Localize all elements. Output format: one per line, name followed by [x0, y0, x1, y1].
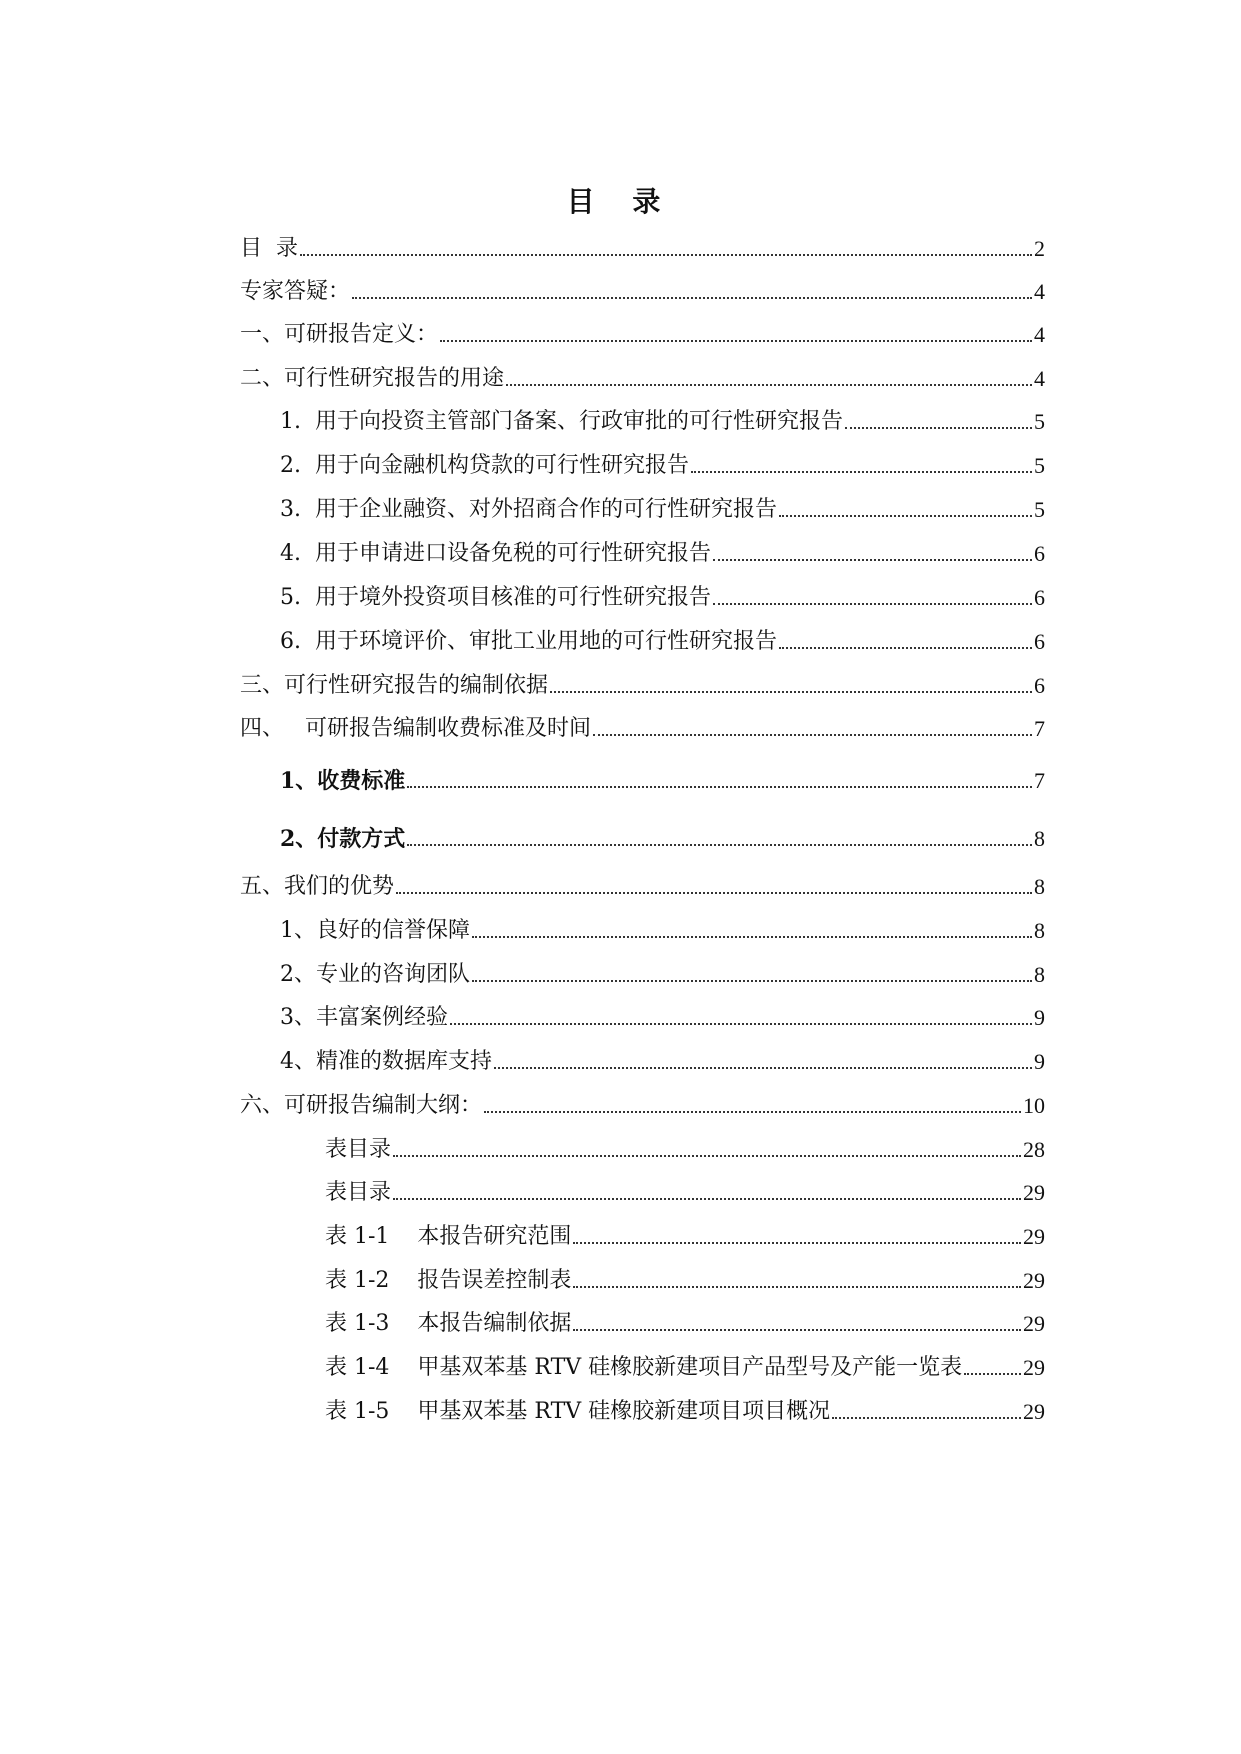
toc-leader-dots	[691, 471, 1032, 473]
toc-leader-dots	[845, 427, 1032, 429]
toc-entry-label: 5. 用于境外投资项目核准的可行性研究报告	[280, 585, 711, 610]
page-title: 目 录	[566, 185, 675, 218]
toc-entry-label: 表 1-1 本报告研究范围	[325, 1224, 572, 1249]
toc-entry[interactable]	[240, 621, 1045, 655]
toc-entry[interactable]	[240, 1391, 1045, 1425]
toc-entry-label: 3. 用于企业融资、对外招商合作的可行性研究报告	[280, 497, 777, 522]
toc-entry-page: 5	[1034, 453, 1045, 478]
toc-leader-dots	[713, 603, 1032, 605]
toc-entry-page: 29	[1023, 1311, 1045, 1336]
toc-entry-page: 29	[1023, 1224, 1045, 1249]
toc-entry-page: 8	[1034, 962, 1045, 987]
toc-entry-label: 五、我们的优势	[240, 874, 395, 899]
toc-entry-page: 5	[1034, 497, 1045, 522]
toc-leader-dots	[300, 254, 1032, 256]
toc-entry-label: 表 1-4 甲基双苯基 RTV 硅橡胶新建项目产品型号及产能一览表	[325, 1355, 963, 1380]
toc-entry-label: 二、可行性研究报告的用途	[240, 366, 505, 391]
toc-entry[interactable]	[240, 533, 1045, 567]
toc-entry-page: 28	[1023, 1137, 1045, 1162]
toc-entry-label: 2、付款方式	[280, 826, 406, 852]
toc-entry-label: 1、良好的信誉保障	[280, 918, 470, 943]
toc-leader-dots	[713, 559, 1032, 561]
toc-entry[interactable]	[240, 760, 1045, 794]
toc-entry-label: 六、可研报告编制大纲：	[240, 1093, 483, 1118]
toc-entry[interactable]	[240, 314, 1045, 348]
toc-entry-page: 9	[1034, 1005, 1045, 1030]
toc-entry[interactable]	[240, 866, 1045, 900]
toc-leader-dots	[550, 691, 1032, 693]
toc-entry-label: 表 1-3 本报告编制依据	[325, 1311, 572, 1336]
toc-entry[interactable]	[240, 1260, 1045, 1294]
toc-leader-dots	[573, 1286, 1021, 1288]
toc-entry[interactable]	[240, 1129, 1045, 1163]
toc-entry-label: 1. 用于向投资主管部门备案、行政审批的可行性研究报告	[280, 409, 843, 434]
toc-entry[interactable]	[240, 1216, 1045, 1250]
toc-entry[interactable]	[240, 1303, 1045, 1337]
toc-entry-page: 4	[1034, 322, 1045, 347]
toc-entry[interactable]	[240, 577, 1045, 611]
toc-entry-label: 2. 用于向金融机构贷款的可行性研究报告	[280, 453, 689, 478]
toc-entry-page: 8	[1034, 826, 1045, 851]
toc-entry[interactable]	[240, 954, 1045, 988]
toc-leader-dots	[352, 297, 1032, 299]
toc-entry[interactable]	[240, 665, 1045, 699]
toc-entry[interactable]	[240, 271, 1045, 305]
toc-entry-page: 4	[1034, 366, 1045, 391]
toc-entry-label: 1、收费标准	[280, 768, 406, 794]
toc-leader-dots	[506, 384, 1032, 386]
toc-leader-dots	[450, 1023, 1032, 1025]
toc-entry-page: 10	[1023, 1093, 1045, 1118]
toc-entry-page: 6	[1034, 585, 1045, 610]
toc-entry-label: 表 1-2 报告误差控制表	[325, 1268, 572, 1293]
toc-leader-dots	[832, 1417, 1021, 1419]
toc-entry[interactable]	[240, 401, 1045, 435]
toc-entry-page: 29	[1023, 1180, 1045, 1205]
toc-entry[interactable]	[240, 1347, 1045, 1381]
toc-entry-page: 6	[1034, 673, 1045, 698]
toc-entry-label: 6. 用于环境评价、审批工业用地的可行性研究报告	[280, 629, 777, 654]
toc-leader-dots	[573, 1242, 1021, 1244]
toc-entry-label: 四、 可研报告编制收费标准及时间	[240, 716, 591, 741]
toc-entry-page: 6	[1034, 629, 1045, 654]
toc-entry[interactable]	[240, 445, 1045, 479]
toc-entry-label: 2、专业的咨询团队	[280, 962, 470, 987]
toc-entry-label: 3、丰富案例经验	[280, 1005, 448, 1030]
toc-leader-dots	[393, 1198, 1021, 1200]
toc-leader-dots	[440, 340, 1032, 342]
toc-entry-page: 29	[1023, 1268, 1045, 1293]
toc-leader-dots	[393, 1155, 1021, 1157]
toc-entry-page: 4	[1034, 279, 1045, 304]
toc-entry[interactable]	[240, 228, 1045, 262]
toc-entry-page: 8	[1034, 874, 1045, 899]
toc-entry-label: 三、可行性研究报告的编制依据	[240, 673, 549, 698]
toc-entry-page: 8	[1034, 918, 1045, 943]
toc-entry-label: 表目录	[325, 1137, 392, 1162]
toc-entry[interactable]	[240, 708, 1045, 742]
toc-entry-page: 5	[1034, 409, 1045, 434]
toc-leader-dots	[494, 1067, 1032, 1069]
toc-entry-page: 29	[1023, 1399, 1045, 1424]
toc-entry-page: 9	[1034, 1049, 1045, 1074]
toc-entry-label: 4、精准的数据库支持	[280, 1049, 492, 1074]
toc-leader-dots	[593, 734, 1032, 736]
toc-entry[interactable]	[240, 1172, 1045, 1206]
toc-entry[interactable]	[240, 489, 1045, 523]
toc-entry-label: 专家答疑：	[240, 279, 351, 304]
toc-entry-label: 目 录	[240, 236, 298, 261]
toc-leader-dots	[396, 892, 1032, 894]
toc-entry[interactable]	[240, 910, 1045, 944]
toc-entry-page: 7	[1034, 768, 1045, 793]
toc-leader-dots	[964, 1373, 1021, 1375]
toc-leader-dots	[407, 786, 1032, 788]
toc-leader-dots	[472, 980, 1032, 982]
toc-entry-page: 6	[1034, 541, 1045, 566]
toc-leader-dots	[573, 1329, 1021, 1331]
toc-leader-dots	[779, 647, 1032, 649]
toc-entry[interactable]	[240, 997, 1045, 1031]
toc-leader-dots	[484, 1111, 1021, 1113]
toc-entry-label: 一、可研报告定义：	[240, 322, 439, 347]
toc-entry-page: 7	[1034, 716, 1045, 741]
toc-entry[interactable]	[240, 1041, 1045, 1075]
toc-entry-page: 2	[1034, 236, 1045, 261]
toc-entry-page: 29	[1023, 1355, 1045, 1380]
toc-entry[interactable]	[240, 818, 1045, 852]
toc-leader-dots	[472, 936, 1032, 938]
toc-leader-dots	[779, 515, 1032, 517]
toc-entry-label: 表 1-5 甲基双苯基 RTV 硅橡胶新建项目项目概况	[325, 1399, 831, 1424]
toc-entry-label: 表目录	[325, 1180, 392, 1205]
toc-entry[interactable]	[240, 358, 1045, 392]
toc-leader-dots	[407, 844, 1032, 846]
toc-entry[interactable]	[240, 1085, 1045, 1119]
toc-entry-label: 4. 用于申请进口设备免税的可行性研究报告	[280, 541, 711, 566]
